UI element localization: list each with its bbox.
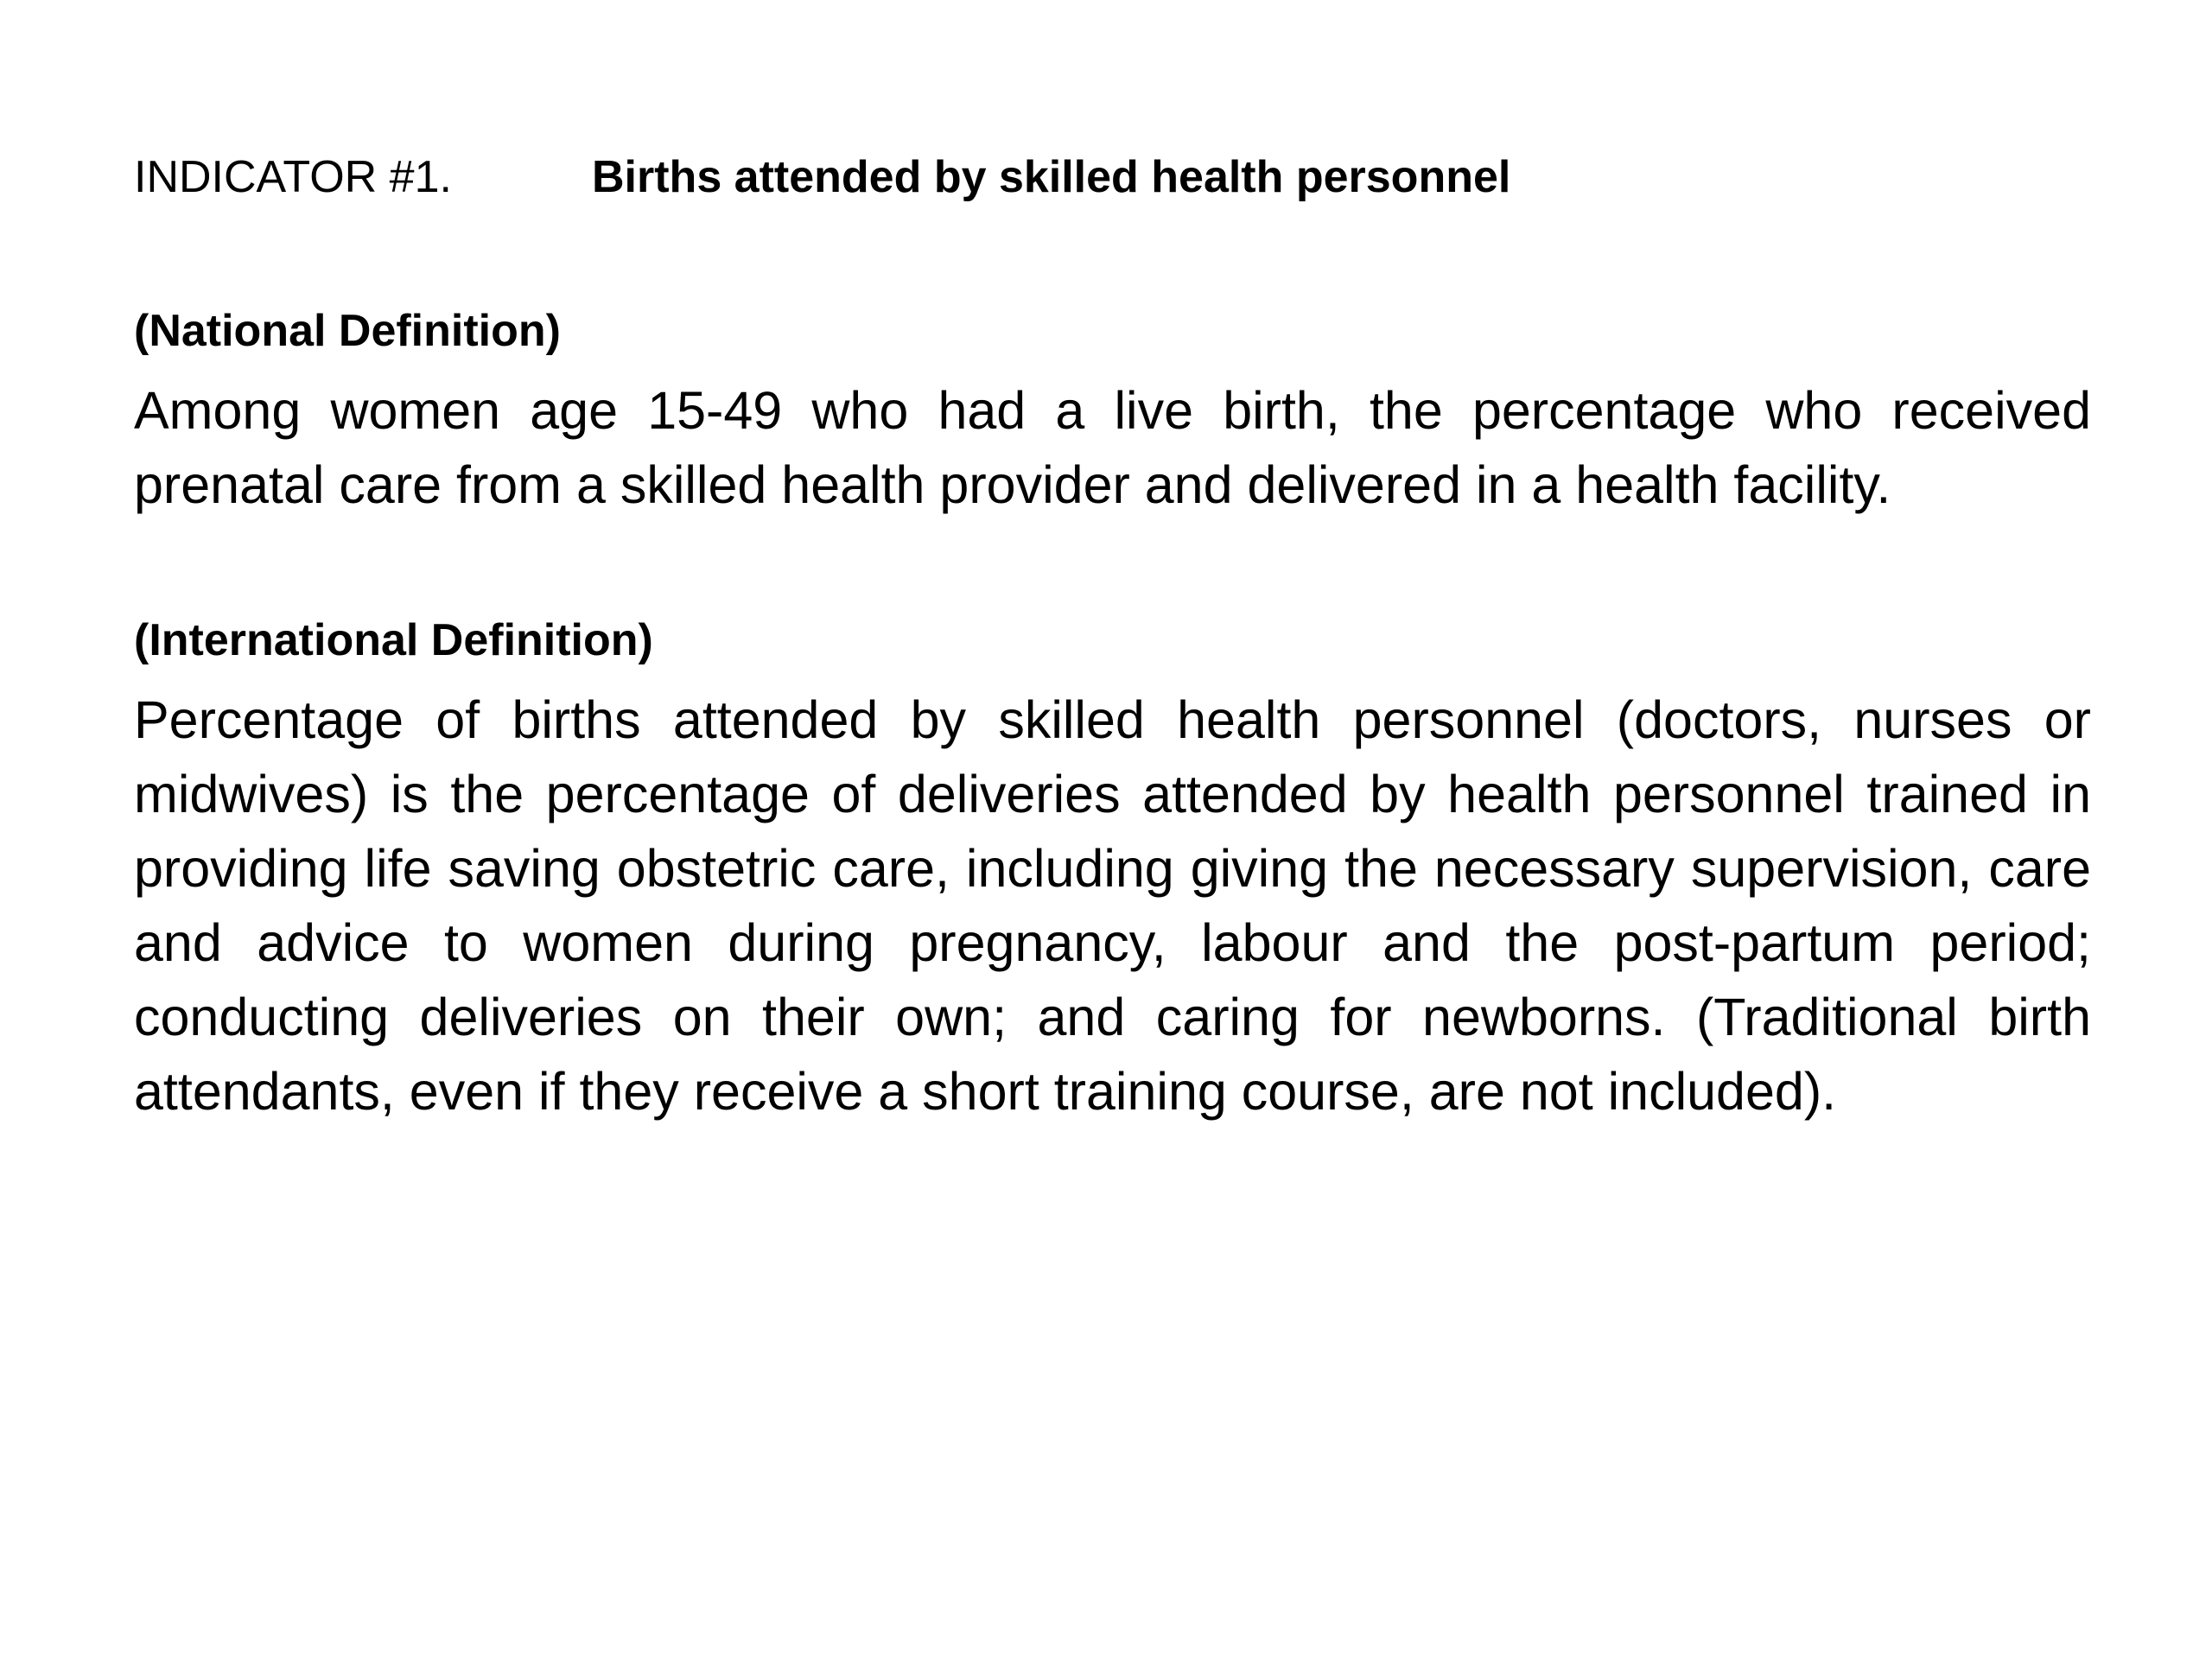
slide-content — [134, 147, 2091, 1128]
international-definition-heading: (International Definition) — [134, 615, 653, 665]
national-definition-heading: (National Definition) — [134, 306, 561, 356]
indicator-header — [134, 147, 2091, 207]
international-definition-text: Percentage of births attended by skilled health personnel (doctors, nurses or midwives) is the percentage of deliveries attended by health personnel trained in providing life saving obstetric care, including giving the necessary supervision, care and advice to women during pregnancy, labour and the post-partum period; conducting deliveries on their own; and caring for newborns. (Traditional birth attendants, even if they receive a short training course, are not included). — [134, 690, 2091, 1121]
national-definition-text: Among women age 15-49 who had a live birth, the percentage who received prenatal care from a skilled health provider and delivered in a health facility. — [134, 381, 2091, 514]
indicator-title: Births attended by skilled health personnel — [592, 152, 1511, 202]
indicator-label: INDICATOR #1. — [134, 152, 452, 202]
